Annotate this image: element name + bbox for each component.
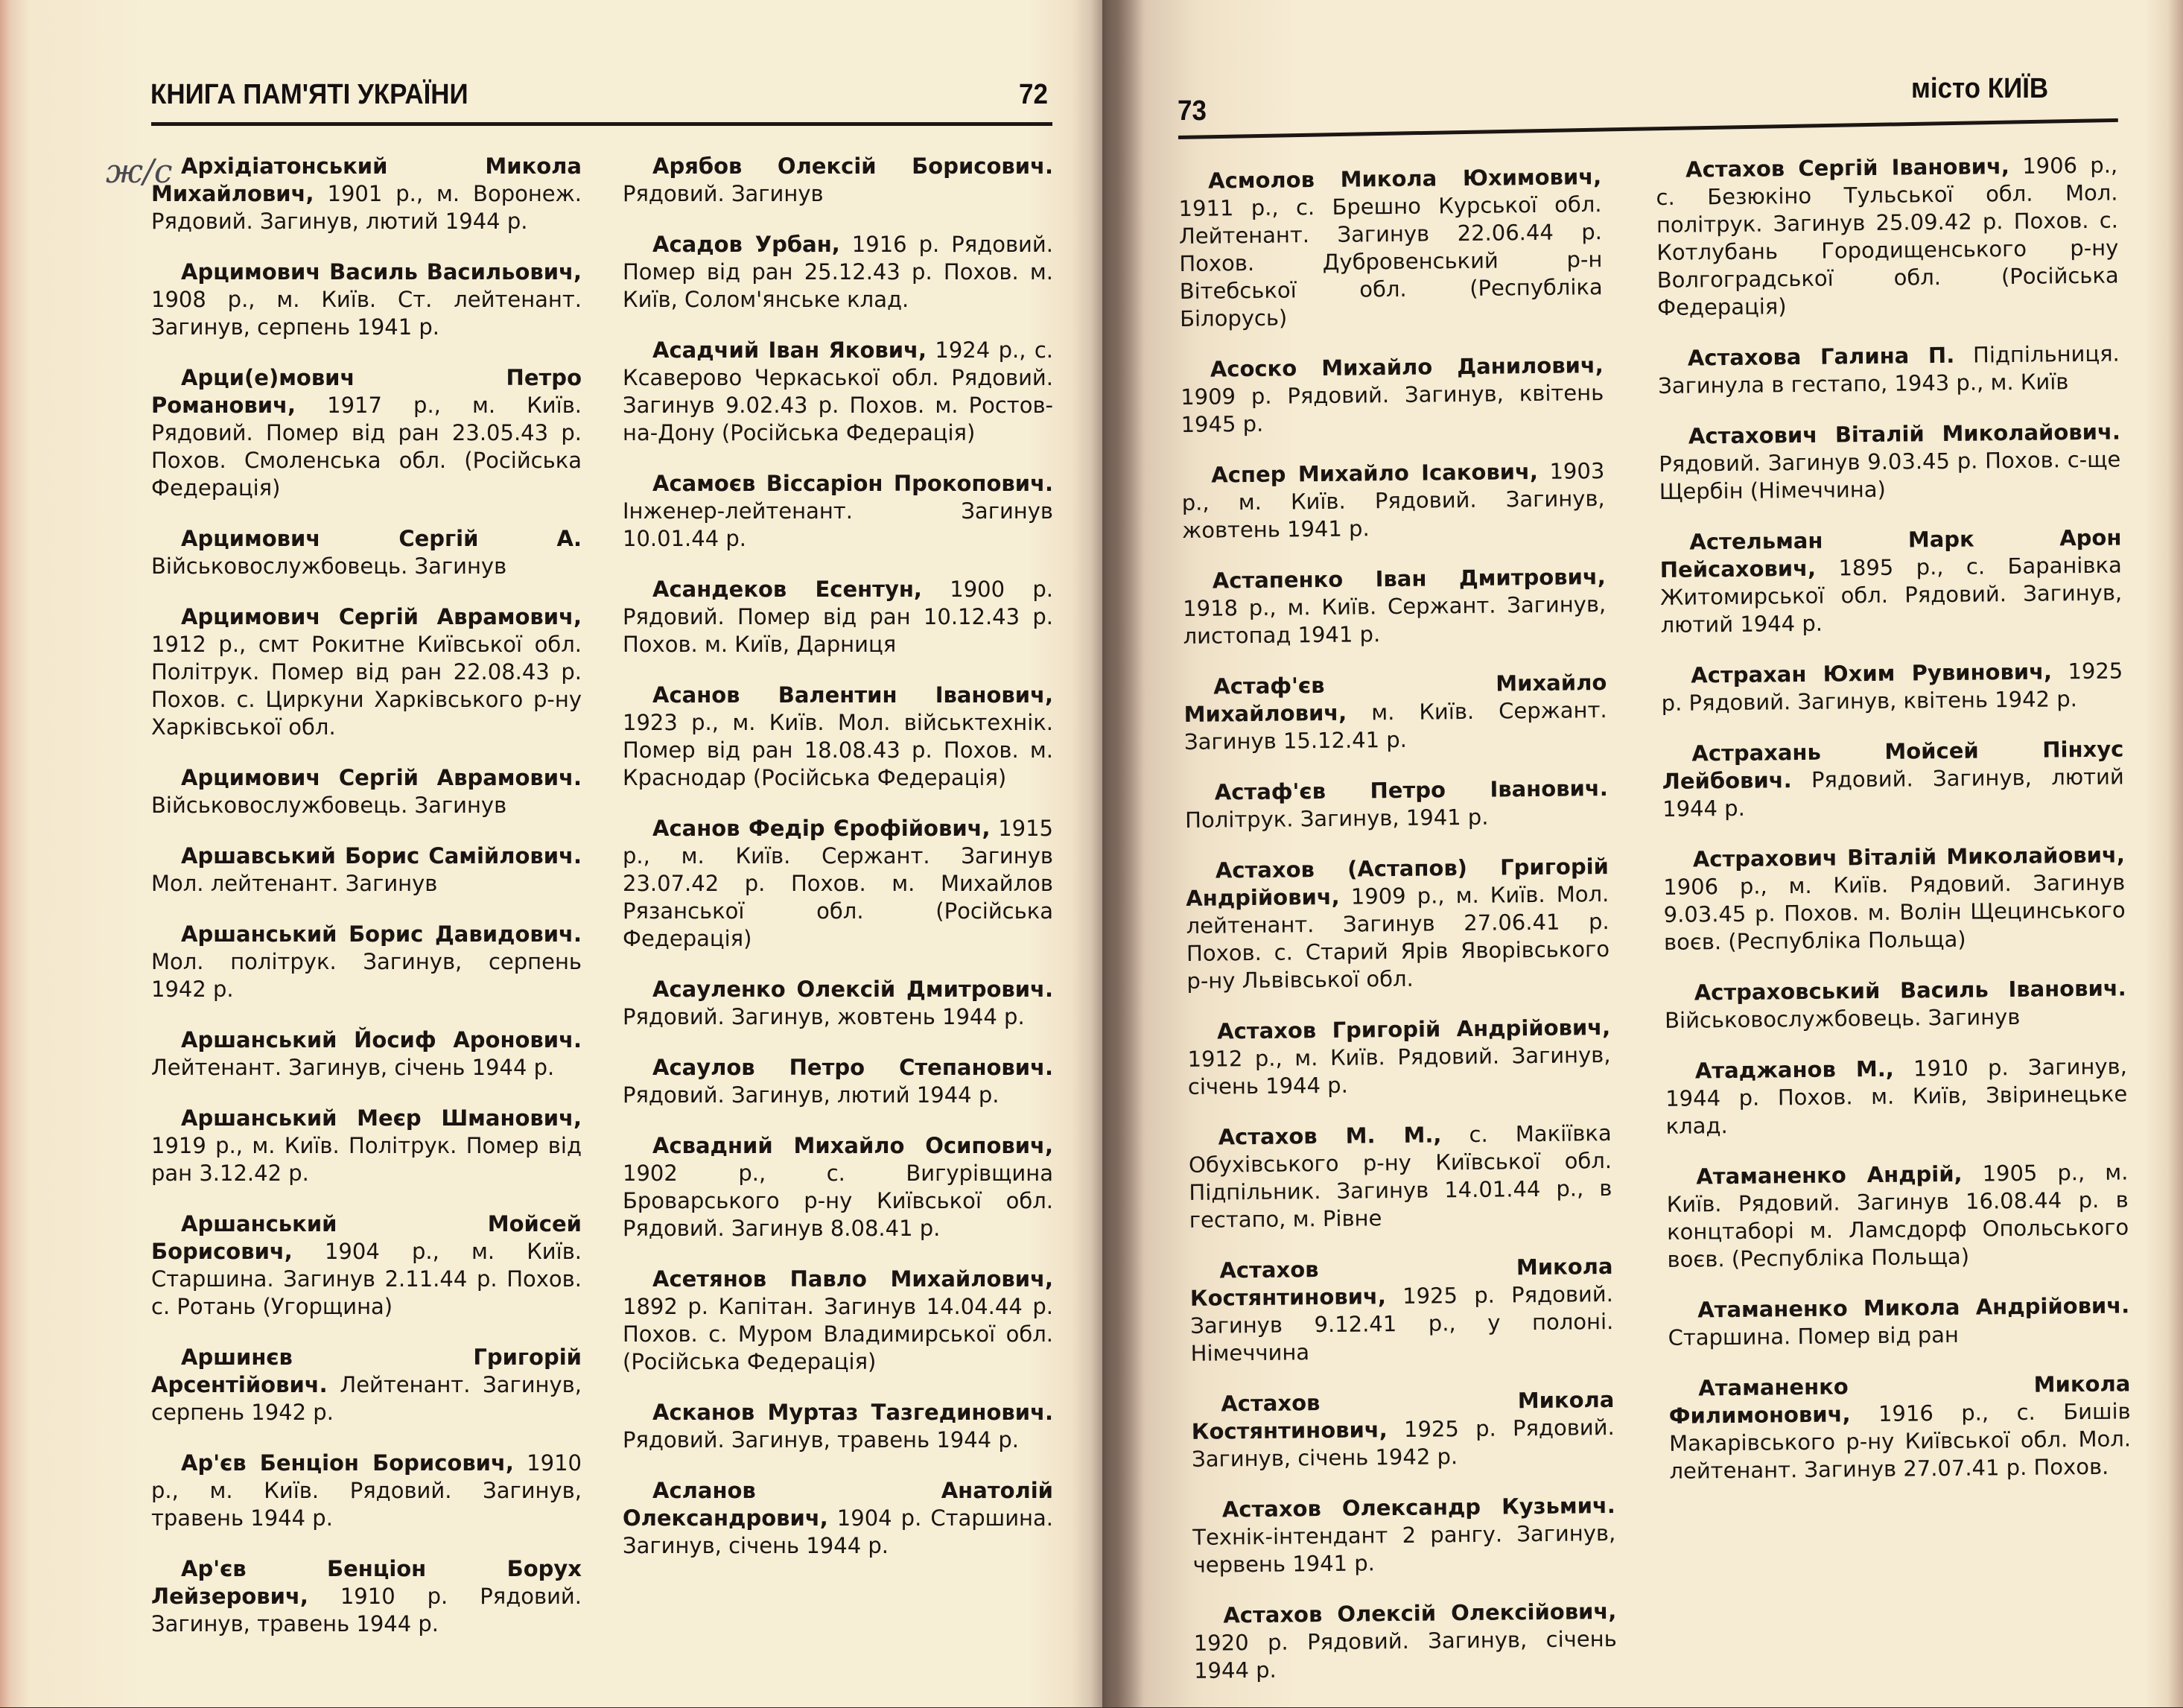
person-name: Аршавський Борис Самійлович. — [181, 843, 582, 869]
memorial-entry — [1663, 841, 2126, 956]
person-name: Асанов Федір Єрофійович, — [652, 816, 991, 841]
entry-details: 1904 р. Старшина. Загинув, січень 1944 р. — [623, 1505, 1053, 1558]
memorial-entry — [623, 1266, 1053, 1376]
entry-details: 1901 р., м. Воронеж. Рядовий. Загинув, лютий 1944 р. — [151, 181, 582, 234]
person-name: Аршанський Меєр Шманович, — [181, 1105, 582, 1131]
memorial-entry — [623, 1054, 1053, 1109]
entry-details: 1903 р., м. Київ. Рядовий. Загинув, жовтень 1941 р. — [1181, 458, 1605, 543]
memorial-entry — [1186, 853, 1610, 995]
memorial-entry — [623, 1132, 1053, 1242]
memorial-entry — [1662, 735, 2124, 822]
memorial-entry — [151, 364, 582, 502]
memorial-entry — [151, 1555, 582, 1638]
page-number: 73 — [1178, 95, 1207, 127]
entry-details: Військовослужбовець. Загинув — [151, 793, 507, 818]
memorial-entry — [151, 921, 582, 1003]
running-title: місто КИЇВ — [1911, 73, 2049, 104]
memorial-entry — [623, 1477, 1053, 1560]
entry-details: 1905 р., м. Київ. Рядовий. Загинув 16.08.44 р. в концтаборі м. Ламсдорф Опольського воєв. (Республіка Польща) — [1666, 1159, 2129, 1272]
person-name: Арябов Олексій Борисович. — [652, 153, 1053, 179]
person-name: Астахова Галина П. — [1687, 342, 1955, 371]
person-name: Асмолов Микола Юхимович, — [1208, 164, 1602, 194]
memorial-entry — [1178, 163, 1603, 333]
entry-details: 1911 р., с. Брешно Курської обл. Лейтенант. Загинув 22.06.44 р. Похов. Дубровенський р-н Вітебської обл. (Республіка Білорусь) — [1178, 191, 1603, 331]
page-number: 72 — [1019, 79, 1048, 110]
entry-details: Рядовий. Загинув 9.03.45 р. Похов. с-ще Щербін (Німеччина) — [1659, 446, 2121, 504]
entry-details: Мол. політрук. Загинув, серпень 1942 р. — [151, 949, 582, 1002]
entry-details: 1892 р. Капітан. Загинув 14.04.44 р. Похов. с. Муром Владимирської обл. (Російська Федерація) — [623, 1294, 1053, 1374]
person-name: Асандеков Есентун, — [652, 577, 922, 602]
entry-details: Підпільниця. Загинула в гестапо, 1943 р., м. Київ — [1658, 340, 2120, 399]
memorial-entry — [151, 603, 582, 741]
person-name: Асаулов Петро Степанович. — [652, 1055, 1053, 1080]
entry-details: Інженер-лейтенант. Загинув 10.01.44 р. — [623, 498, 1053, 551]
memorial-entry — [623, 470, 1053, 553]
memorial-entry — [1183, 669, 1607, 756]
person-name: Асоско Михайло Данилович, — [1210, 352, 1604, 382]
entry-details: 1919 р., м. Київ. Політрук. Помер від ран 3.12.42 р. — [151, 1133, 582, 1186]
person-name: Арци(е)мович Петро Романович, — [151, 365, 582, 418]
entry-details: 1904 р., м. Київ. Старшина. Загинув 2.11.44 р. Похов. с. Ротань (Угорщина) — [151, 1239, 582, 1319]
memorial-entry — [1187, 1014, 1611, 1101]
memorial-entry — [151, 525, 582, 580]
memorial-entry — [623, 976, 1053, 1031]
memorial-entry — [1185, 775, 1609, 834]
entry-details: Старшина. Помер від ран — [1668, 1321, 1960, 1350]
entry-details: Рядовий. Загинув, лютий 1944 р. — [1662, 763, 2124, 822]
memorial-entry — [1659, 524, 2123, 638]
memorial-entry — [623, 153, 1053, 208]
memorial-entry — [151, 1210, 582, 1321]
right-page — [1102, 0, 2183, 1707]
person-name: Асканов Муртаз Тазгединович. — [652, 1400, 1053, 1425]
entry-details: 1916 р. Рядовий. Помер від ран 25.12.43 р. Похов. м. Київ, Солом'янське клад. — [623, 232, 1053, 312]
person-name: Астахов Микола Костянтинович, — [1191, 1386, 1615, 1444]
person-name: Арцимович Сергій А. — [181, 526, 582, 551]
person-name: Аршанський Йосиф Аронович. — [181, 1027, 582, 1053]
memorial-entry — [151, 1450, 582, 1532]
person-name: Асланов Анатолій Олександрович, — [623, 1478, 1053, 1531]
memorial-entry — [1656, 152, 2119, 322]
column-4 — [1656, 152, 2132, 1508]
person-name: Арцимович Сергій Аврамович, — [181, 604, 582, 629]
person-name: Асанов Валентин Іванович, — [652, 682, 1053, 708]
memorial-entry — [1188, 1120, 1612, 1234]
entry-details: Лейтенант. Загинув, січень 1944 р. — [151, 1055, 555, 1080]
person-name: Астахов Сергій Іванович, — [1685, 153, 2010, 182]
memorial-entry — [623, 682, 1053, 792]
book-gutter — [1091, 0, 1143, 1707]
entry-details: 1906 р., м. Київ. Рядовий. Загинув 9.03.45 р. Похов. м. Волін Щецинського воєв. (Республіка Польща) — [1663, 869, 2126, 955]
entry-details: Рядовий. Загинув, травень 1944 р. — [623, 1427, 1019, 1453]
memorial-entry — [623, 1399, 1053, 1454]
person-name: Астаф'єв Петро Іванович. — [1214, 775, 1608, 805]
memorial-entry — [151, 1026, 582, 1082]
memorial-entry — [1659, 418, 2121, 505]
memorial-entry — [623, 231, 1053, 314]
person-name: Ар'єв Бенціон Борух Лейзерович, — [151, 1556, 582, 1609]
memorial-entry — [623, 576, 1053, 658]
memorial-entry — [151, 764, 582, 819]
entry-details: 1916 р., с. Бишів Макарівського р-ну Київської обл. Мол. лейтенант. Загинув 27.07.41 р. Похов. — [1668, 1398, 2132, 1484]
memorial-entry — [623, 337, 1053, 447]
person-name: Аспер Михайло Ісакович, — [1211, 458, 1539, 488]
memorial-entry — [1665, 1053, 2128, 1140]
entry-details: 1908 р., м. Київ. Ст. лейтенант. Загинув, серпень 1941 р. — [151, 287, 582, 340]
entry-details: 1902 р., с. Вигурівщина Броварського р-ну Київської обл. Рядовий. Загинув 8.08.41 р. — [623, 1161, 1053, 1241]
entry-details: с. Макіївка Обухівського р-ну Київської обл. Підпільник. Загинув 14.01.44 р., в гестапо, м. Рівне — [1188, 1120, 1612, 1233]
memorial-entry — [151, 842, 582, 898]
entry-details: м. Київ. Сержант. Загинув 15.12.41 р. — [1183, 697, 1607, 755]
entry-details: 1912 р., смт Рокитне Київської обл. Політрук. Помер від ран 22.08.43 р. Похов. с. Циркуни Харківського р-ну Харківської обл. — [151, 632, 582, 740]
person-name: Асауленко Олексій Дмитрович. — [652, 977, 1053, 1002]
memorial-entry — [1183, 563, 1607, 650]
person-name: Арцимович Сергій Аврамович. — [181, 765, 582, 790]
entry-details: Політрук. Загинув, 1941 р. — [1184, 804, 1489, 833]
person-name: Астрахан Юхим Рувинович, — [1691, 658, 2053, 688]
entry-details: 1924 р., с. Ксаверово Черкаської обл. Рядовий. Загинув 9.02.43 р. Похов. м. Ростов-на-Дону (Російська Федерація) — [623, 337, 1053, 445]
memorial-entry — [623, 815, 1053, 953]
memorial-entry — [151, 153, 582, 235]
person-name: Астахович Віталій Миколайович. — [1688, 419, 2121, 449]
person-name: Атаманенко Микола Филимонович, — [1668, 1371, 2131, 1429]
person-name: Асетянов Павло Михайлович, — [652, 1266, 1053, 1292]
entry-details: 1910 р. Загинув, 1944 р. Похов. м. Київ, Звіринецьке клад. — [1665, 1053, 2128, 1139]
entry-details: 1923 р., м. Київ. Мол. військтехнік. Помер від ран 18.08.43 р. Похов. м. Краснодар (Російська Федерація) — [623, 710, 1053, 790]
entry-details: 1917 р., м. Київ. Рядовий. Помер від ран 23.05.43 р. Похов. Смоленська обл. (Російська Федерація) — [151, 393, 582, 501]
person-name: Атаманенко Микола Андрійович. — [1697, 1292, 2130, 1323]
entry-details: Технік-інтендант 2 рангу. Загинув, червень 1941 р. — [1192, 1520, 1616, 1578]
person-name: Астраховський Василь Іванович. — [1694, 975, 2126, 1006]
entry-details: Рядовий. Загинув, лютий 1944 р. — [623, 1082, 1000, 1108]
person-name: Арцимович Василь Васильович, — [181, 259, 582, 285]
column-1 — [151, 153, 582, 1661]
person-name: Астрахович Віталій Миколайович, — [1692, 842, 2126, 872]
person-name: Астахов (Астапов) Григорій Андрійович, — [1186, 854, 1610, 911]
memorial-entry — [1661, 657, 2123, 717]
person-name: Архідіатонський Микола Михайлович, — [151, 153, 582, 206]
memorial-entry — [151, 258, 582, 341]
entry-details: 1906 р., с. Безюкіно Тульської обл. Мол. політрук. Загинув 25.09.42 р. Похов. с. Котлубань Городищенського р-ну Волгоградської обл. (Російська Федерація) — [1656, 152, 2119, 320]
entry-details: 1910 р., м. Київ. Рядовий. Загинув, травень 1944 р. — [151, 1450, 582, 1531]
person-name: Асадчий Іван Якович, — [652, 337, 927, 363]
entry-details: 1912 р., м. Київ. Рядовий. Загинув, січень 1944 р. — [1187, 1041, 1611, 1099]
entry-details: Лейтенант. Загинув, серпень 1942 р. — [151, 1372, 582, 1425]
entry-details: 1909 р., м. Київ. Мол. лейтенант. Загинув 27.06.41 р. Похов. с. Старий Ярів Яворівського р-ну Львівської обл. — [1186, 880, 1610, 994]
entry-details: Рядовий. Загинув — [623, 181, 824, 206]
memorial-entry — [1192, 1492, 1616, 1579]
column-2 — [623, 153, 1053, 1583]
person-name: Асадов Урбан, — [652, 232, 840, 257]
person-name: Аршинєв Григорій Арсентійович. — [151, 1345, 582, 1397]
column-3 — [1178, 163, 1618, 1708]
person-name: Астахов М. М., — [1218, 1122, 1442, 1150]
entry-details: Військовослужбовець. Загинув — [151, 553, 507, 579]
person-name: Атаманенко Андрій, — [1696, 1161, 1963, 1190]
entry-details: 1925 р. Рядовий. Загинув, квітень 1942 р. — [1661, 658, 2123, 716]
person-name: Астрахань Мойсей Пінхус Лейбович. — [1662, 736, 2124, 794]
person-name: Астахов Олександр Кузьмич. — [1221, 1492, 1616, 1523]
person-name: Астахов Микола Костянтинович, — [1189, 1253, 1613, 1311]
memorial-entry — [1181, 457, 1605, 545]
person-name: Астаф'єв Михайло Михайлович, — [1183, 670, 1607, 727]
header-rule — [1178, 118, 2118, 139]
person-name: Атаджанов М., — [1694, 1055, 1895, 1084]
memorial-entry — [1668, 1370, 2132, 1485]
memorial-entry — [1668, 1292, 2130, 1351]
memorial-entry — [1181, 352, 1604, 439]
running-title: КНИГА ПАМ'ЯТІ УКРАЇНИ — [150, 79, 468, 110]
person-name: Ар'єв Бенціон Борисович, — [181, 1450, 514, 1476]
entry-details: 1920 р. Рядовий. Загинув, січень 1944 р. — [1193, 1625, 1617, 1683]
entry-details: 1915 р., м. Київ. Сержант. Загинув 23.07.42 р. Похов. м. Михайлов Рязанської обл. (Російська Федерація) — [623, 816, 1053, 951]
entry-details: 1925 р. Рядовий. Загинув, січень 1942 р. — [1191, 1414, 1615, 1472]
entry-details: 1925 р. Рядовий. Загинув 9.12.41 р., у полоні. Німеччина — [1190, 1280, 1614, 1366]
person-name: Астахов Олексій Олексійович, — [1223, 1598, 1617, 1628]
memorial-entry — [1658, 340, 2120, 399]
handwritten-mark: ж/с — [106, 153, 173, 191]
person-name: Аршанський Мойсей Борисович, — [151, 1211, 582, 1264]
entry-details: 1918 р., м. Київ. Сержант. Загинув, листопад 1941 р. — [1183, 591, 1607, 649]
memorial-entry — [1189, 1253, 1614, 1368]
entry-details: 1895 р., с. Баранівка Житомирської обл. Рядовий. Загинув, лютий 1944 р. — [1660, 552, 2123, 638]
entry-details: 1910 р. Рядовий. Загинув, травень 1944 р. — [151, 1584, 582, 1636]
memorial-entry — [1665, 974, 2127, 1034]
entry-details: Військовослужбовець. Загинув — [1664, 1003, 2021, 1033]
entry-details: Рядовий. Загинув, жовтень 1944 р. — [623, 1004, 1025, 1029]
entry-details: 1900 р. Рядовий. Помер від ран 10.12.43 р. Похов. м. Київ, Дарниця — [623, 577, 1053, 657]
person-name: Асвадний Михайло Осипович, — [652, 1133, 1053, 1158]
person-name: Астапенко Іван Дмитрович, — [1212, 564, 1606, 594]
entry-details: 1909 р. Рядовий. Загинув, квітень 1945 р. — [1181, 380, 1604, 437]
memorial-entry — [1666, 1158, 2129, 1273]
memorial-entry — [1191, 1386, 1615, 1473]
person-name: Астельман Марк Арон Пейсахович, — [1659, 524, 2122, 582]
person-name: Астахов Григорій Андрійович, — [1216, 1014, 1611, 1044]
memorial-entry — [151, 1344, 582, 1426]
header-rule — [151, 122, 1052, 126]
entry-details: Мол. лейтенант. Загинув — [151, 871, 438, 896]
memorial-entry — [151, 1105, 582, 1187]
person-name: Асамоєв Віссаріон Прокопович. — [652, 471, 1053, 496]
memorial-entry — [1193, 1598, 1617, 1685]
person-name: Аршанський Борис Давидович. — [181, 921, 582, 947]
